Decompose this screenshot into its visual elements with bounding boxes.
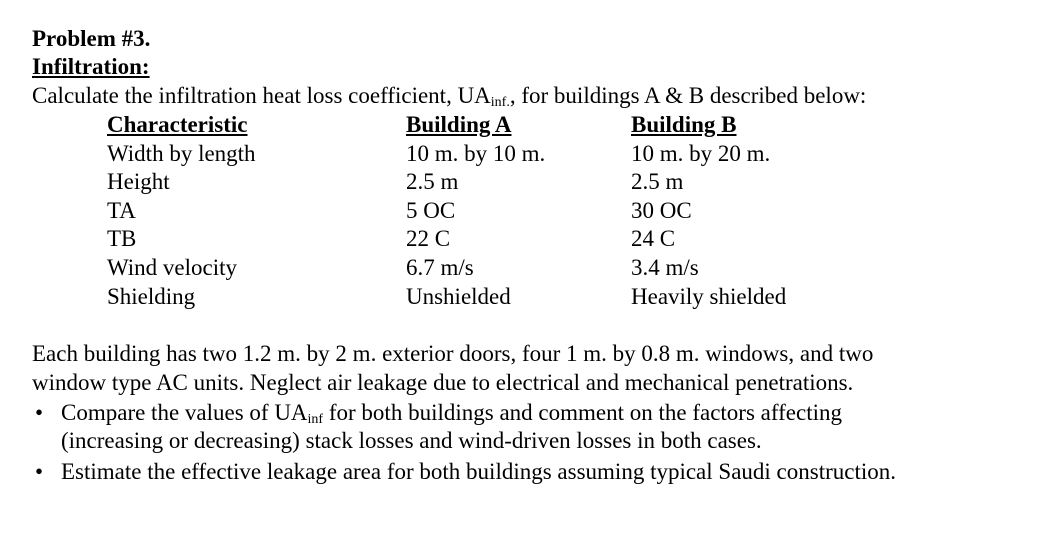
- intro-after: , for buildings A & B described below:: [509, 83, 867, 108]
- header-building-a: Building A: [406, 112, 512, 137]
- table-cell: 24 C: [631, 226, 676, 252]
- header-building-b: Building B: [631, 112, 737, 137]
- problem-title: Problem #3.: [32, 26, 151, 51]
- table-cell: Height: [107, 169, 170, 195]
- bullet-1-line-1: [61, 398, 842, 427]
- table-cell: Shielding: [107, 283, 196, 309]
- paragraph-line-1: Each building has two 1.2 m. by 2 m. exterior doors, four 1 m. by 0.8 m. windows, and two: [32, 341, 874, 366]
- bullet-icon: •: [34, 400, 44, 425]
- table-cell: Width by length: [107, 140, 256, 166]
- section-heading: Infiltration:: [32, 54, 150, 79]
- table-cell: Unshielded: [406, 283, 511, 309]
- paragraph-line-2: window type AC units. Neglect air leakage due to electrical and mechanical penetrations.: [32, 370, 854, 395]
- bullet-1-before: Compare the values of UA: [61, 400, 308, 425]
- table-cell: 6.7 m/s: [406, 254, 474, 280]
- bullet-1-line-2: (increasing or decreasing) stack losses and wind-driven losses in both cases.: [61, 428, 762, 453]
- table-cell: 2.5 m: [631, 169, 684, 195]
- table-cell: 2.5 m: [406, 169, 459, 195]
- table-cell: 22 C: [406, 226, 451, 252]
- table-cell: 10 m. by 10 m.: [406, 140, 546, 166]
- table-cell: Heavily shielded: [631, 283, 787, 309]
- table-cell: 5 OC: [406, 197, 456, 223]
- bullet-icon: •: [34, 459, 44, 484]
- header-characteristic: Characteristic: [107, 112, 248, 137]
- bullet-1-subscript: inf: [307, 412, 324, 427]
- bullet-2: Estimate the effective leakage area for both buildings assuming typical Saudi construction.: [61, 459, 896, 484]
- intro-subscript: inf.: [490, 95, 510, 110]
- table-cell: 3.4 m/s: [631, 254, 699, 280]
- intro-before: Calculate the infiltration heat loss coefficient, UA: [32, 83, 491, 108]
- table-cell: TB: [107, 226, 137, 252]
- table-cell: 10 m. by 20 m.: [631, 140, 771, 166]
- table-cell: TA: [107, 197, 136, 223]
- intro-text: [32, 81, 866, 110]
- table-cell: Wind velocity: [107, 254, 238, 280]
- bullet-1-after: for both buildings and comment on the factors affecting: [323, 400, 842, 425]
- table-cell: 30 OC: [631, 197, 692, 223]
